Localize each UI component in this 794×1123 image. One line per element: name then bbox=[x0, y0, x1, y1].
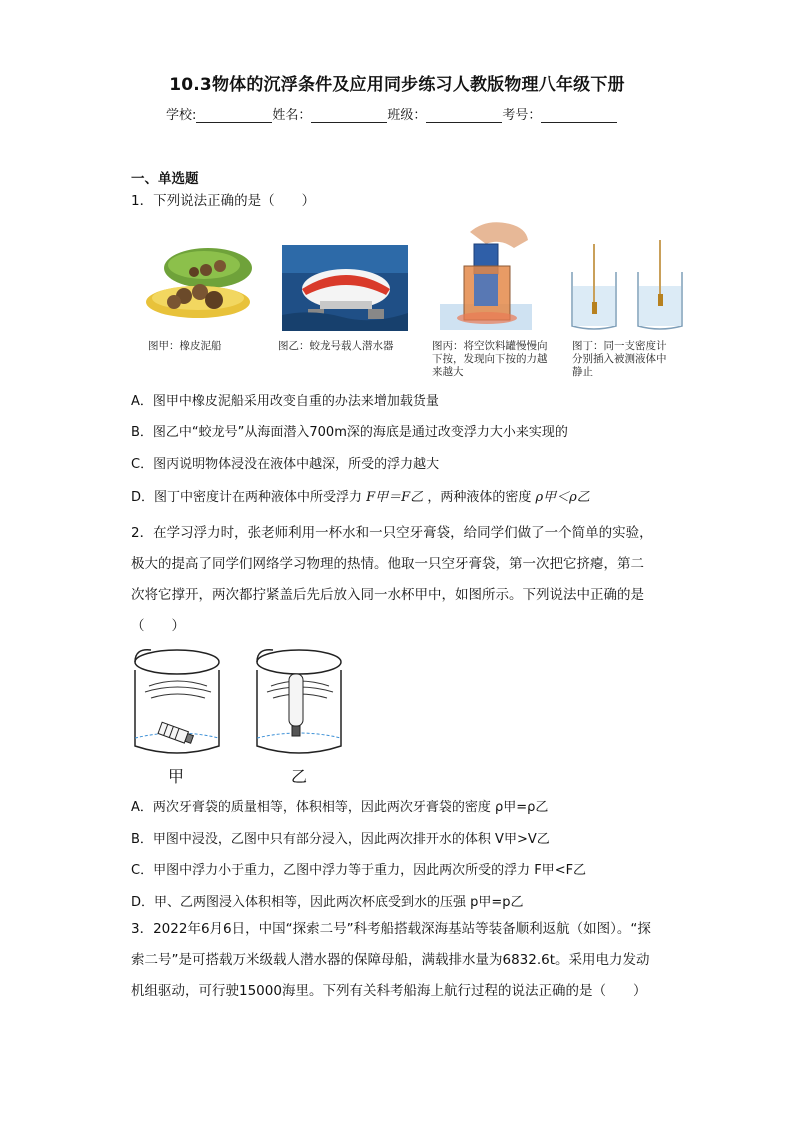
q1-option-a[interactable]: A．图甲中橡皮泥船采用改变自重的办法来增加载货量 bbox=[131, 394, 439, 409]
page-title: 10.3物体的沉浮条件及应用同步练习人教版物理八年级下册 bbox=[169, 75, 625, 95]
q2-stem: 2．在学习浮力时，张老师利用一杯水和一只空牙膏袋，给同学们做了一个简单的实验， 极大的提高了同学们网络学习物理的热情。他取一只空牙膏袋，第一次把它挤瘪，第二 次将它撑开，两次都拧紧盖后先后放入同一水杯甲中，如图所示。下列说法中正确的是 （ ） bbox=[131, 525, 653, 634]
density-relation: ρ甲＜ρ乙 bbox=[535, 490, 590, 505]
section-heading: 一、单选题 bbox=[131, 171, 199, 187]
q3-stem: 3．2022年6月6日，中国“探索二号”科考船搭载深海基站等装备顺利返航（如图）。“探 索二号”是可搭载万米级载人潜水器的保障母船，满载排水量为6832.6t。采用电力发动 机组驱动，可行驶15000海里。下列有关科考船海上航行过程的说法正确的是（ ） bbox=[131, 921, 651, 999]
figure-b-submersible bbox=[282, 245, 408, 331]
q2-option-b[interactable]: B．甲图中浸没，乙图中只有部分浸入，因此两次排开水的体积 V甲>V乙 bbox=[131, 832, 550, 847]
figure-c-pressed-can bbox=[440, 218, 532, 330]
figure-d-hydrometers bbox=[568, 238, 688, 330]
beaker-a-label: 甲 bbox=[168, 767, 185, 786]
caption-c: 图丙：将空饮料罐慢慢向 下按，发现向下按的力越 来越大 bbox=[432, 340, 548, 378]
q1-stem: 1．下列说法正确的是（ ） bbox=[131, 193, 316, 209]
number-label: 考号： bbox=[502, 108, 542, 123]
q1-option-d[interactable]: D．图丁中密度计在两种液体中所受浮力 F甲＝F乙 ，两种液体的密度 ρ甲＜ρ乙 bbox=[131, 490, 590, 505]
q2-option-d[interactable]: D．甲、乙两图浸入体积相等，因此两次杯底受到水的压强 p甲=p乙 bbox=[131, 895, 524, 910]
buoyancy-equation: F甲＝F乙 bbox=[366, 490, 424, 505]
name-label: 姓名： bbox=[272, 108, 312, 123]
q2-option-c[interactable]: C．甲图中浮力小于重力，乙图中浮力等于重力，因此两次所受的浮力 F甲<F乙 bbox=[131, 863, 587, 878]
figure-beaker-a bbox=[131, 642, 223, 764]
class-blank[interactable] bbox=[426, 108, 502, 123]
student-info-line bbox=[166, 104, 617, 123]
figure-beaker-b bbox=[253, 642, 345, 764]
q2-option-a[interactable]: A．两次牙膏袋的质量相等，体积相等，因此两次牙膏袋的密度 ρ甲=ρ乙 bbox=[131, 800, 549, 815]
class-label: 班级： bbox=[387, 108, 427, 123]
caption-a: 图甲：橡皮泥船 bbox=[148, 340, 222, 352]
name-blank[interactable] bbox=[311, 108, 387, 123]
beaker-b-label: 乙 bbox=[291, 767, 308, 786]
school-label: 学校: bbox=[166, 108, 197, 123]
q1-option-c[interactable]: C．图丙说明物体浸没在液体中越深，所受的浮力越大 bbox=[131, 457, 440, 472]
figure-a-plasticine-boat bbox=[142, 232, 252, 320]
number-blank[interactable] bbox=[541, 108, 617, 123]
caption-d: 图丁：同一支密度计 分别插入被测液体中 静止 bbox=[572, 340, 667, 378]
school-blank[interactable] bbox=[196, 108, 272, 123]
caption-b: 图乙：蛟龙号载人潜水器 bbox=[278, 340, 394, 352]
q1-option-b[interactable]: B．图乙中“蛟龙号”从海面潜入700m深的海底是通过改变浮力大小来实现的 bbox=[131, 425, 568, 440]
